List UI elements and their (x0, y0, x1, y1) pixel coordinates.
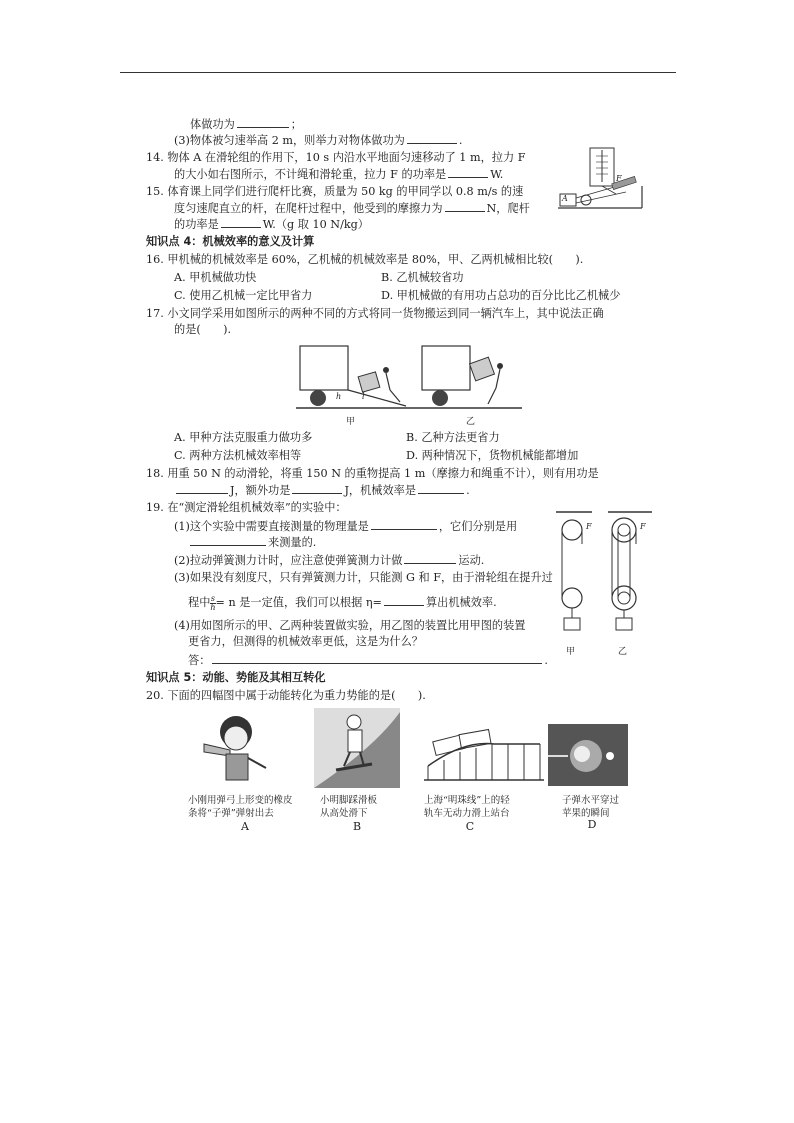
q19-part3-line2: 程中 $\frac{s}{h}$ = n 是一定值，我们可以根据 η= 算出机械效率. (188, 593, 497, 612)
pulley-sets-figure (552, 508, 662, 658)
header-rule (120, 72, 676, 73)
q16-option-a: A. 甲机械做功快 (174, 271, 257, 284)
q19-part1-line1: (1)这个实验中需要直接测量的物理量是 ，它们分别是用 (174, 520, 518, 533)
label-f-left: F (586, 522, 592, 531)
option-letter-d: D (587, 818, 597, 831)
label-f: F (616, 174, 622, 183)
question-15-line3: 的功率是 W.（g 取 10 N/kg） (174, 218, 369, 231)
option-letter-b: B (352, 820, 362, 833)
q17-option-c: C. 两种方法机械效率相等 (174, 449, 302, 462)
option-letter-a: A (241, 820, 249, 833)
question-19: 19. 在“测定滑轮组机械效率”的实验中： (146, 501, 347, 514)
label-a: A (562, 194, 568, 203)
section-heading-5: 知识点 5：动能、势能及其相互转化 (146, 671, 326, 684)
q17-option-b: B. 乙种方法更省力 (406, 431, 500, 444)
q16-option-b: B. 乙机械较省功 (381, 271, 464, 284)
skateboard-illustration (314, 708, 400, 788)
question-17-line2: 的是( ). (174, 323, 232, 336)
image-skateboard (314, 708, 400, 788)
caption-a: 小刚用弹弓上形变的橡皮 条将“子弹”弹射出去 (188, 795, 293, 819)
question-18-line2: J，额外功是 J，机械效率是 . (174, 482, 470, 499)
pulley-figure-q14 (556, 146, 646, 216)
question-15-line1: 15. 体育课上同学们进行爬杆比赛，质量为 50 kg 的甲同学以 0.8 m/s 的速 (146, 185, 524, 198)
question-16: 16. 甲机械的机械效率是 60%，乙机械的机械效率是 80%，甲、乙两机械相比较( ). (146, 253, 584, 266)
q16-option-c: C. 使用乙机械一定比甲省力 (174, 289, 313, 302)
caption-c: 上海“明珠线”上的轻 轨车无动力滑上站台 (424, 795, 510, 819)
caption-d: 子弹水平穿过 苹果的瞬间 (562, 795, 620, 819)
image-slingshot (196, 708, 276, 788)
image-bullet-apple (548, 724, 628, 786)
q19-part2: (2)拉动弹簧测力计时，应注意使弹簧测力计做 运动. (174, 554, 485, 567)
line-work-done: 体做功为 ； (190, 118, 302, 131)
q19-part3-line1: (3)如果没有刻度尺，只有弹簧测力计，只能测 G 和 F，由于滑轮组在提升过 (174, 571, 553, 584)
question-20: 20. 下面的四幅图中属于动能转化为重力势能的是( ). (146, 689, 426, 702)
image-light-rail (424, 720, 544, 786)
label-yi: 乙 (466, 417, 476, 427)
label-jia: 甲 (566, 647, 576, 657)
label-jia: 甲 (346, 417, 356, 427)
section-heading-4: 知识点 4：机械效率的意义及计算 (146, 235, 315, 248)
ratio-fraction: $\frac{s}{h}$ (210, 593, 216, 612)
label-f-right: F (640, 522, 646, 531)
label-yi: 乙 (618, 647, 628, 657)
pulley-diagram-q14 (556, 146, 646, 216)
q19-part1-line2: 来测量的. (188, 534, 316, 551)
label-l: l (362, 392, 365, 401)
question-14-line1: 14. 物体 A 在滑轮组的作用下，10 s 内沿水平地面匀速移动了 1 m，拉力 F (146, 151, 526, 164)
q17-option-d: D. 两种情况下，货物机械能都增加 (406, 449, 579, 462)
q19-part4-line1: (4)用如图所示的甲、乙两种装置做实验，用乙图的装置比用甲图的装置 (174, 619, 526, 632)
q17-option-a: A. 甲种方法克服重力做功多 (174, 431, 313, 444)
light-rail-illustration (424, 720, 544, 786)
slingshot-illustration (196, 708, 276, 788)
question-17-line1: 17. 小文同学采用如图所示的两种不同的方式将同一货物搬运到同一辆汽车上，其中说法正确 (146, 307, 604, 320)
truck-loading-diagram (296, 342, 522, 412)
q19-part4-line2: 更省力，但测得的机械效率更低，这是为什么？ (188, 635, 423, 648)
question-15-line2: 度匀速爬直立的杆，在爬杆过程中，他受到的摩擦力为 N，爬杆 (174, 202, 530, 215)
truck-loading-figure (296, 342, 522, 426)
line-q13-3: (3)物体被匀速举高 2 m，则举力对物体做功为 . (174, 134, 463, 147)
bullet-apple-illustration (548, 724, 628, 786)
caption-b: 小明脚踩滑板 从高处滑下 (320, 795, 378, 819)
label-h: h (336, 392, 342, 401)
q16-option-d: D. 甲机械做的有用功占总功的百分比比乙机械少 (381, 289, 621, 302)
question-14-line2: 的大小如右图所示，不计绳和滑轮重，拉力 F 的功率是 W. (174, 168, 504, 181)
option-letter-c: C (465, 820, 475, 833)
question-18-line1: 18. 用重 50 N 的动滑轮，将重 150 N 的重物提高 1 m（摩擦力和绳重不计），则有用功是 (146, 467, 599, 480)
q19-answer-line: 答： . (188, 654, 548, 667)
